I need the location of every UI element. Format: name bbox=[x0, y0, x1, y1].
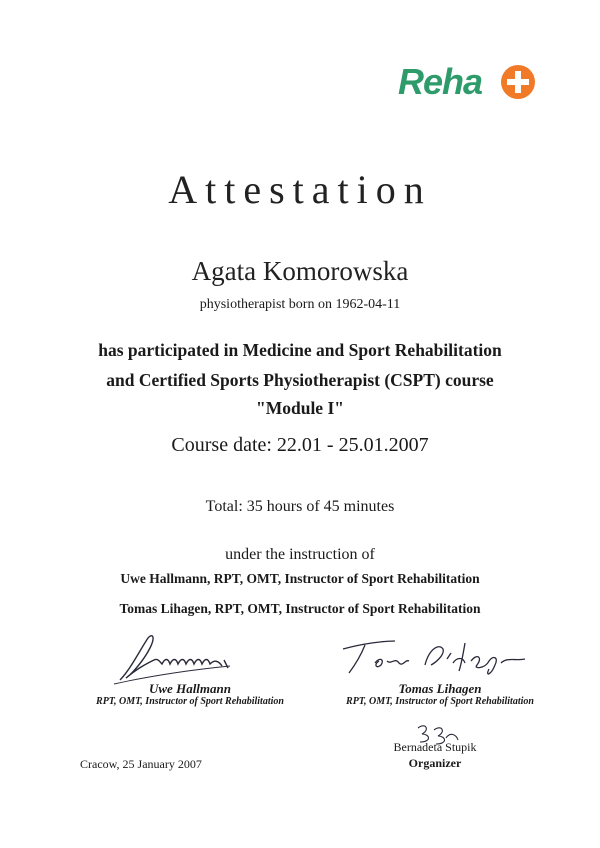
signatory-name-2: Tomas Lihagen bbox=[398, 681, 482, 696]
signatory-role-1: RPT, OMT, Instructor of Sport Rehabilitation bbox=[96, 696, 284, 707]
recipient-name: Agata Komorowska bbox=[191, 256, 409, 286]
plus-icon bbox=[501, 65, 535, 99]
logo-wordmark: Reha bbox=[398, 61, 483, 102]
signature-lihagen bbox=[335, 635, 535, 680]
course-total: Total: 35 hours of 45 minutes bbox=[205, 498, 395, 515]
signatory-name-1: Uwe Hallmann bbox=[149, 681, 231, 696]
course-line-1: has participated in Medicine and Sport Rehabilitation bbox=[98, 340, 502, 360]
instructor-line-2: Tomas Lihagen, RPT, OMT, Instructor of Sport Rehabilitation bbox=[119, 601, 481, 616]
instruction-intro: under the instruction of bbox=[225, 546, 375, 563]
organizer-name: Bernadeta Stupik bbox=[393, 740, 477, 754]
recipient-description: physiotherapist born on 1962-04-11 bbox=[199, 297, 401, 312]
instructor-line-1: Uwe Hallmann, RPT, OMT, Instructor of Sport Rehabilitation bbox=[120, 571, 480, 586]
course-line-2: and Certified Sports Physiotherapist (CSPT) course bbox=[106, 370, 494, 390]
signature-hallmann bbox=[110, 630, 250, 685]
course-date: Course date: 22.01 - 25.01.2007 bbox=[171, 434, 429, 456]
course-module: "Module I" bbox=[256, 398, 344, 418]
place-and-date: Cracow, 25 January 2007 bbox=[80, 757, 202, 771]
certificate-title: Attestation bbox=[168, 167, 432, 212]
organizer-role: Organizer bbox=[408, 756, 462, 770]
signatory-role-2: RPT, OMT, Instructor of Sport Rehabilitation bbox=[346, 696, 534, 707]
reha-logo bbox=[398, 60, 538, 104]
